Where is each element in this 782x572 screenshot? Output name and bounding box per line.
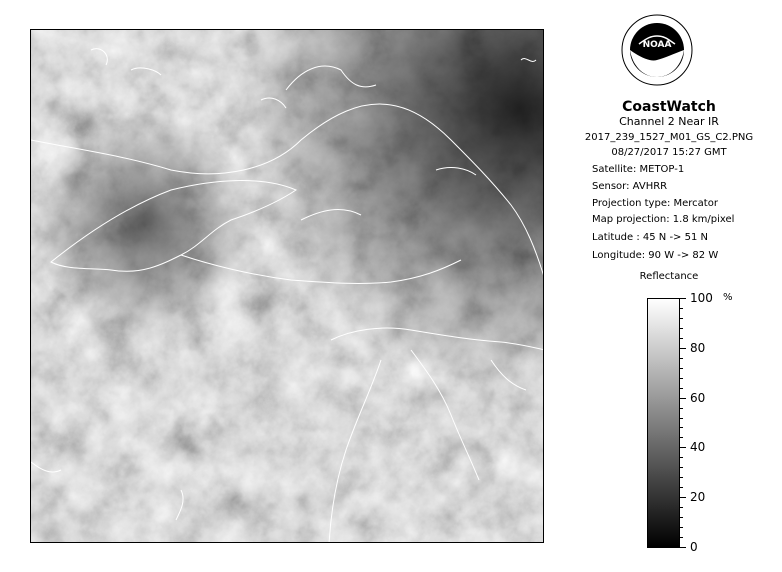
longitude-range: Longitude: 90 W -> 82 W — [592, 250, 719, 261]
colorbar-tick-label: 40 — [690, 440, 706, 455]
channel-subtitle: Channel 2 Near IR — [619, 115, 719, 128]
colorbar-major-tick — [680, 348, 686, 349]
satellite-info: Satellite: METOP-1 — [592, 164, 685, 175]
colorbar-minor-tick — [680, 368, 683, 369]
colorbar-major-tick — [680, 298, 686, 299]
colorbar-minor-tick — [680, 388, 683, 389]
acquisition-datetime: 08/27/2017 15:27 GMT — [611, 147, 727, 158]
colorbar-minor-tick — [680, 507, 683, 508]
colorbar-minor-tick — [680, 378, 683, 379]
colorbar-minor-tick — [680, 457, 683, 458]
latitude-range: Latitude : 45 N -> 51 N — [592, 232, 708, 243]
colorbar-minor-tick — [680, 537, 683, 538]
colorbar-major-tick — [680, 398, 686, 399]
map-projection: Map projection: 1.8 km/pixel — [592, 214, 735, 225]
colorbar-minor-tick — [680, 427, 683, 428]
colorbar-tick-label: 0 — [690, 540, 698, 554]
colorbar-tick-label: 20 — [690, 490, 706, 505]
satellite-image — [30, 29, 544, 543]
colorbar-minor-tick — [680, 358, 683, 359]
colorbar-minor-tick — [680, 467, 683, 468]
colorbar-minor-tick — [680, 308, 683, 309]
colorbar-minor-tick — [680, 318, 683, 319]
colorbar-major-tick — [680, 547, 686, 548]
colorbar-unit: % — [723, 292, 733, 303]
colorbar-minor-tick — [680, 328, 683, 329]
noaa-logo — [621, 14, 693, 86]
colorbar-minor-tick — [680, 408, 683, 409]
colorbar-minor-tick — [680, 338, 683, 339]
lake-superior-dark-area — [31, 30, 544, 543]
colorbar-minor-tick — [680, 477, 683, 478]
colorbar-label: Reflectance — [639, 271, 699, 282]
colorbar-tick-label: 60 — [690, 390, 706, 405]
colorbar — [647, 298, 680, 548]
colorbar-tick-label: 100 — [690, 291, 713, 305]
colorbar-major-tick — [680, 447, 686, 448]
colorbar-minor-tick — [680, 527, 683, 528]
product-title: CoastWatch — [622, 99, 716, 115]
colorbar-minor-tick — [680, 517, 683, 518]
sensor-info: Sensor: AVHRR — [592, 181, 668, 192]
colorbar-minor-tick — [680, 437, 683, 438]
projection-type: Projection type: Mercator — [592, 198, 718, 209]
colorbar-minor-tick — [680, 418, 683, 419]
image-filename: 2017_239_1527_M01_GS_C2.PNG — [584, 132, 754, 143]
colorbar-minor-tick — [680, 487, 683, 488]
noaa-logo-text: NOAA — [642, 40, 672, 50]
colorbar-major-tick — [680, 497, 686, 498]
colorbar-tick-label: 80 — [690, 340, 706, 355]
satellite-imagery-svg — [31, 30, 544, 543]
